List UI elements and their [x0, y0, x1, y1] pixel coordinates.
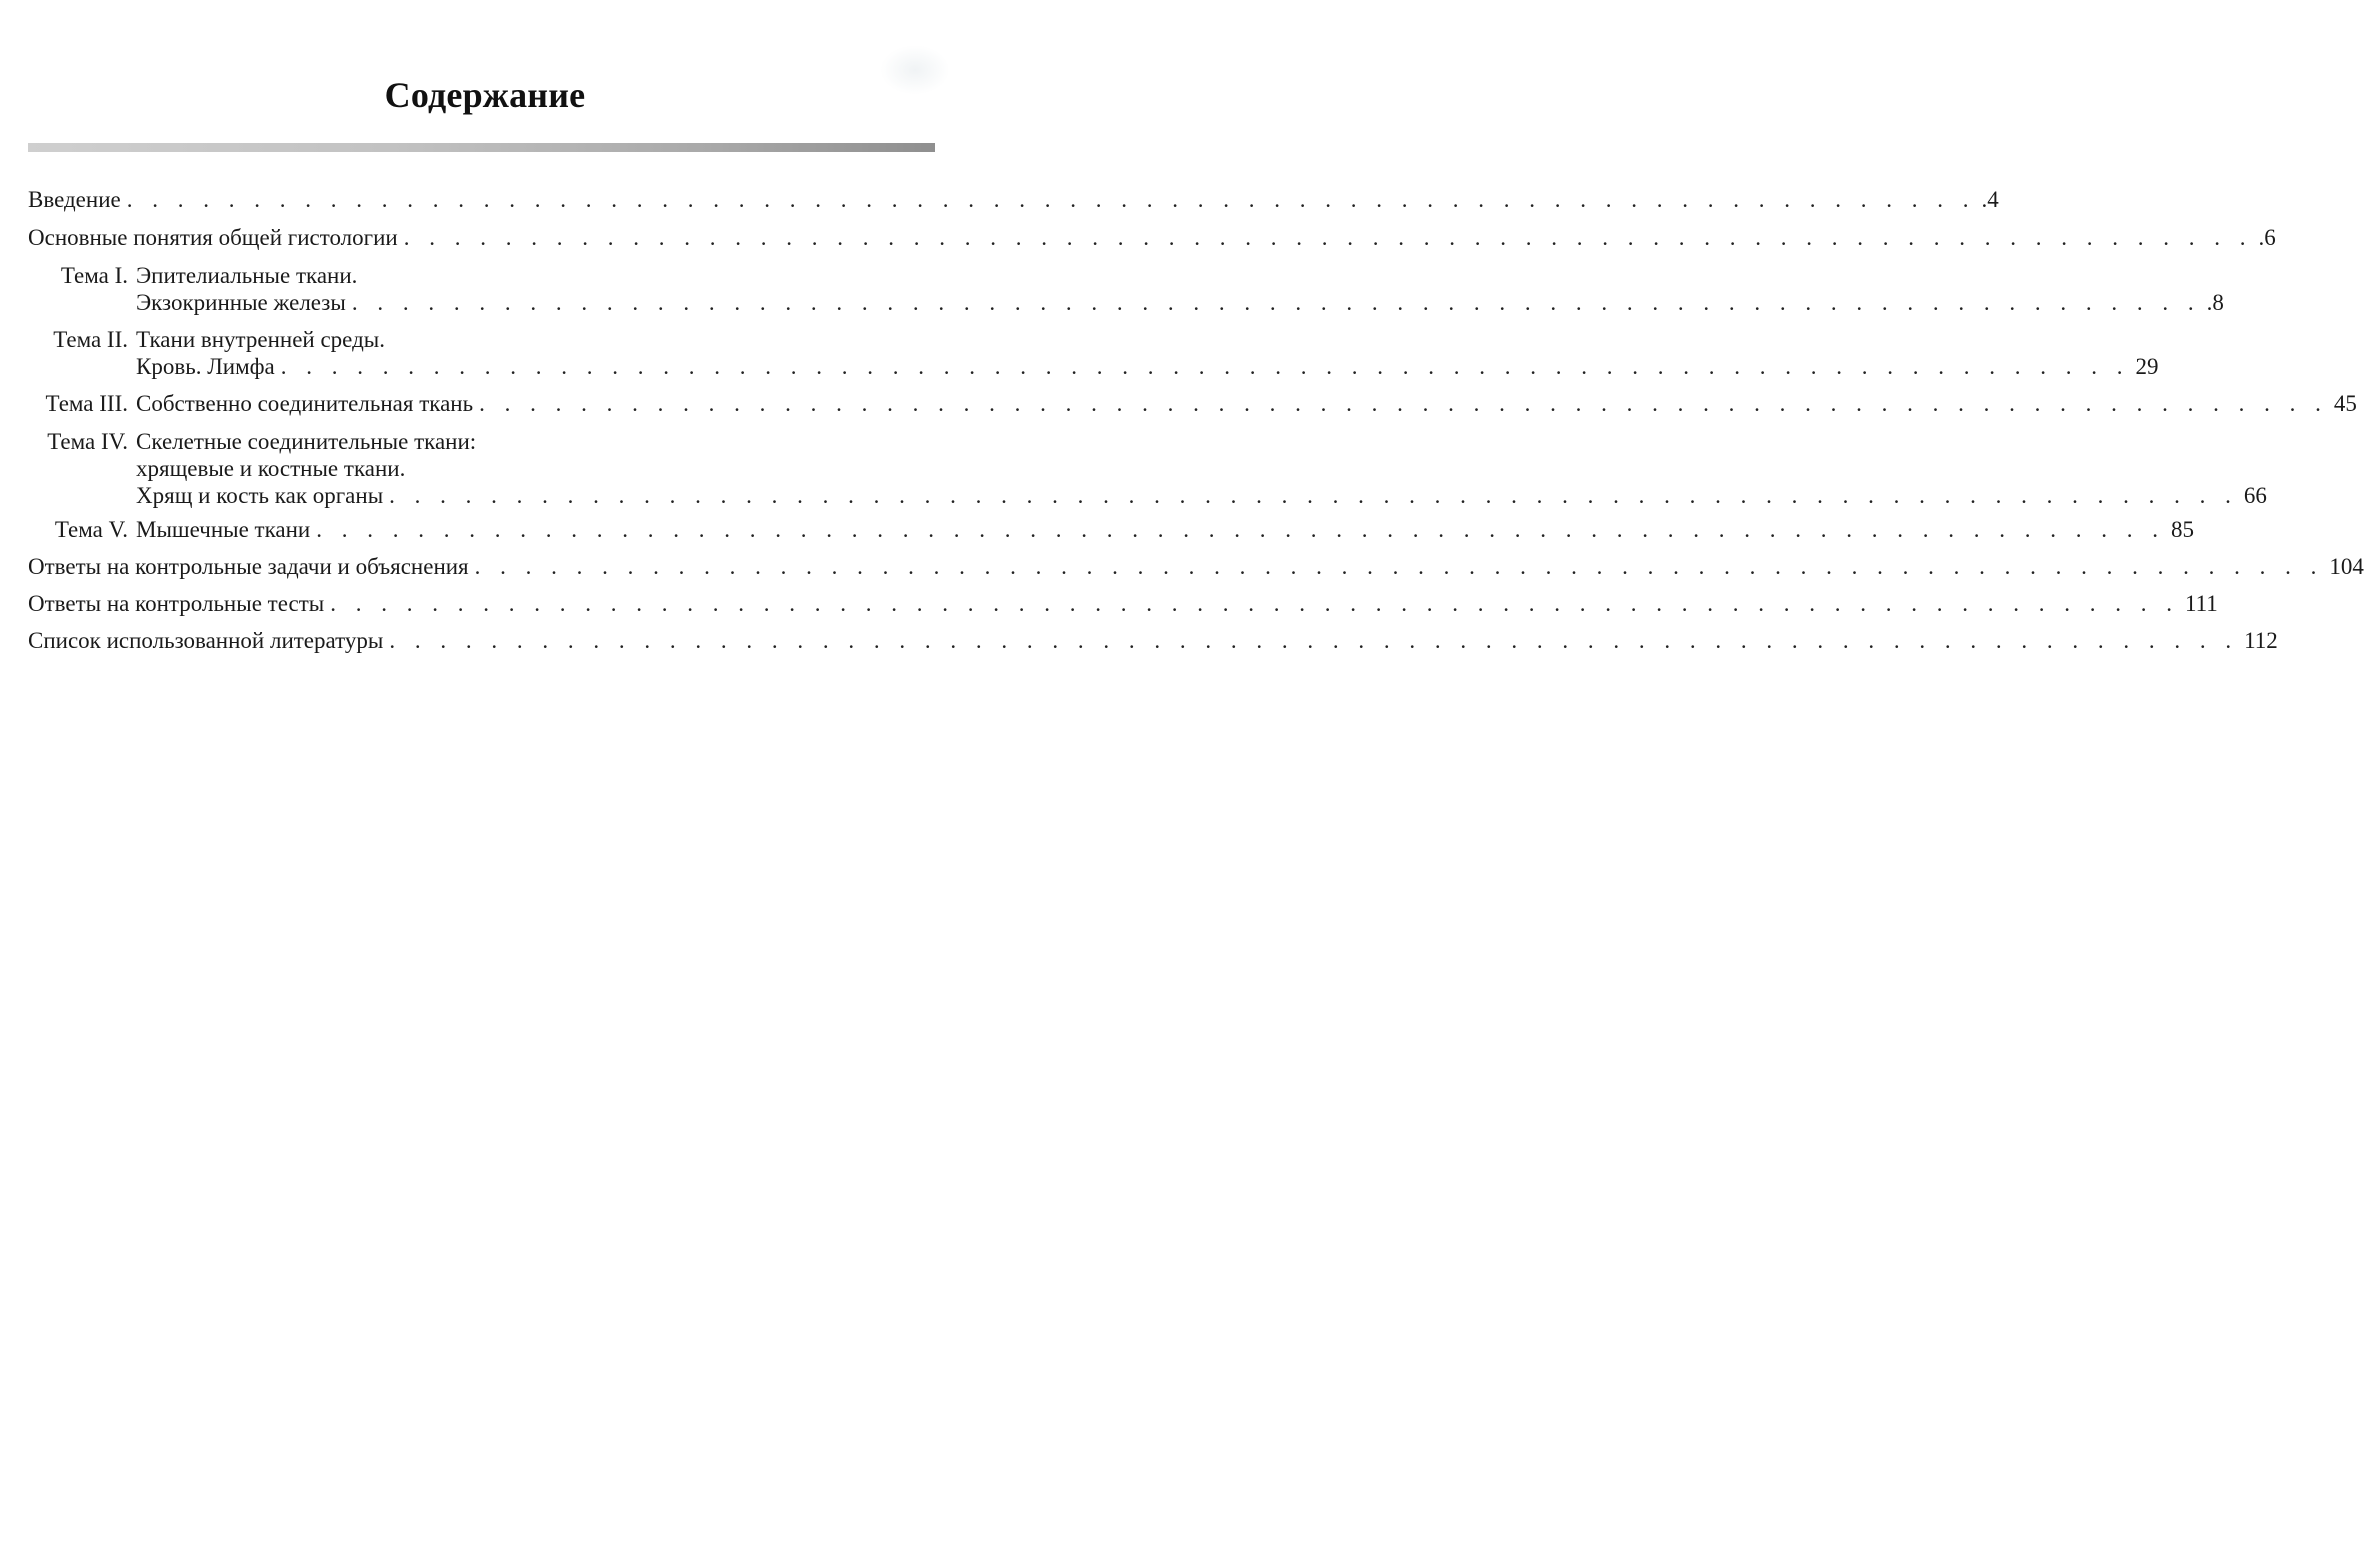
dot-leader: . . . . . . . . . . . . . . . . . . . . . . . . . . . . . . . . . . . . . . . . . . . . . . . . . . . . . . . . . . . . . . . . . . . . . . . . . — [351, 290, 2201, 315]
dot-leader: . . . . . . . . . . . . . . . . . . . . . . . . . . . . . . . . . . . . . . . . . . . . . . . . . . . . . . . . . . . . . . . . . . . . . . . . . — [280, 354, 2130, 379]
toc-topic-prefix: Тема I. — [60, 263, 128, 288]
toc-page-number: 85 — [2171, 517, 2194, 542]
toc-entry-title-line3: Хрящ и кость как органы — [136, 483, 384, 508]
toc-entry-title-line2: хрящевые и костные ткани. — [136, 456, 406, 481]
toc-page-number: 112 — [2244, 628, 2278, 653]
toc-entry-title: Собственно соединительная ткань — [136, 391, 474, 416]
toc-entry-title-line2: Экзокринные железы — [136, 290, 346, 315]
toc-page-number: 66 — [2243, 483, 2267, 508]
toc-entry-topic-5[interactable] — [28, 516, 2194, 543]
toc-page-number: 111 — [2184, 591, 2218, 616]
toc-entry-title: Ответы на контрольные задачи и объяснения — [28, 554, 469, 579]
title-rule — [28, 143, 935, 152]
toc-topic-prefix: Тема III. — [45, 391, 128, 416]
toc-entry-title-line2: Кровь. Лимфа — [136, 354, 275, 379]
page-title: Содержание — [384, 75, 586, 115]
dot-leader: . . . . . . . . . . . . . . . . . . . . . . . . . . . . . . . . . . . . . . . . . . . . . . . . . . . . . . . . . . . . . . . . . . . . . . . . . — [126, 187, 1976, 212]
dot-leader: . . . . . . . . . . . . . . . . . . . . . . . . . . . . . . . . . . . . . . . . . . . . . . . . . . . . . . . . . . . . . . . . . . . . . . . . . — [389, 483, 2238, 508]
toc-entry-topic-4[interactable] — [28, 428, 2267, 509]
toc-entry-topic-3[interactable] — [28, 390, 2357, 417]
dot-leader: . . . . . . . . . . . . . . . . . . . . . . . . . . . . . . . . . . . . . . . . . . . . . . . . . . . . . . . . . . . . . . . . . . . . . . . . . — [316, 517, 2165, 542]
dot-leader: . . . . . . . . . . . . . . . . . . . . . . . . . . . . . . . . . . . . . . . . . . . . . . . . . . . . . . . . . . . . . . . . . . . . . . . . . — [403, 225, 2253, 250]
toc-entry-basic-concepts[interactable] — [28, 224, 2276, 251]
toc-entry-title-line1: Скелетные соединительные ткани: — [136, 429, 477, 454]
toc-entry-title: Мышечные ткани — [136, 517, 311, 542]
toc-topic-prefix: Тема V. — [54, 517, 128, 542]
toc-entry-title: Основные понятия общей гистологии — [28, 225, 398, 250]
toc-page-number: .6 — [2258, 225, 2276, 250]
toc-page-number: 104 — [2329, 554, 2364, 579]
dot-leader: . . . . . . . . . . . . . . . . . . . . . . . . . . . . . . . . . . . . . . . . . . . . . . . . . . . . . . . . . . . . . . . . . . . . . . . . . — [389, 628, 2239, 653]
toc-page-number: .8 — [2206, 290, 2224, 315]
toc-page-number: .4 — [1981, 187, 1999, 212]
toc-entry-answers-tests[interactable] — [28, 590, 2218, 617]
dot-leader: . . . . . . . . . . . . . . . . . . . . . . . . . . . . . . . . . . . . . . . . . . . . . . . . . . . . . . . . . . . . . . . . . . . . . . . . . — [479, 391, 2328, 416]
toc-entry-title: Ответы на контрольные тесты — [28, 591, 325, 616]
toc-page-number: 29 — [2135, 354, 2159, 379]
toc-entry-topic-1[interactable] — [28, 262, 2224, 316]
toc-entry-introduction[interactable] — [28, 186, 1999, 213]
toc-entry-topic-2[interactable] — [28, 326, 2159, 380]
toc-entry-title-line1: Эпителиальные ткани. — [136, 263, 358, 288]
toc-entry-title: Список использованной литературы — [28, 628, 384, 653]
dot-leader: . . . . . . . . . . . . . . . . . . . . . . . . . . . . . . . . . . . . . . . . . . . . . . . . . . . . . . . . . . . . . . . . . . . . . . . . . — [330, 591, 2179, 616]
toc-entry-answers-tasks[interactable] — [28, 553, 2364, 580]
toc-entry-references[interactable] — [28, 627, 2278, 654]
dot-leader: . . . . . . . . . . . . . . . . . . . . . . . . . . . . . . . . . . . . . . . . . . . . . . . . . . . . . . . . . . . . . . . . . . . . . . . . . — [474, 554, 2324, 579]
toc-entry-title-line1: Ткани внутренней среды. — [136, 327, 385, 352]
toc-topic-prefix: Тема IV. — [47, 429, 128, 454]
toc-page-number: 45 — [2333, 391, 2357, 416]
toc-entry-title: Введение — [28, 187, 121, 212]
toc-topic-prefix: Тема II. — [53, 327, 128, 352]
